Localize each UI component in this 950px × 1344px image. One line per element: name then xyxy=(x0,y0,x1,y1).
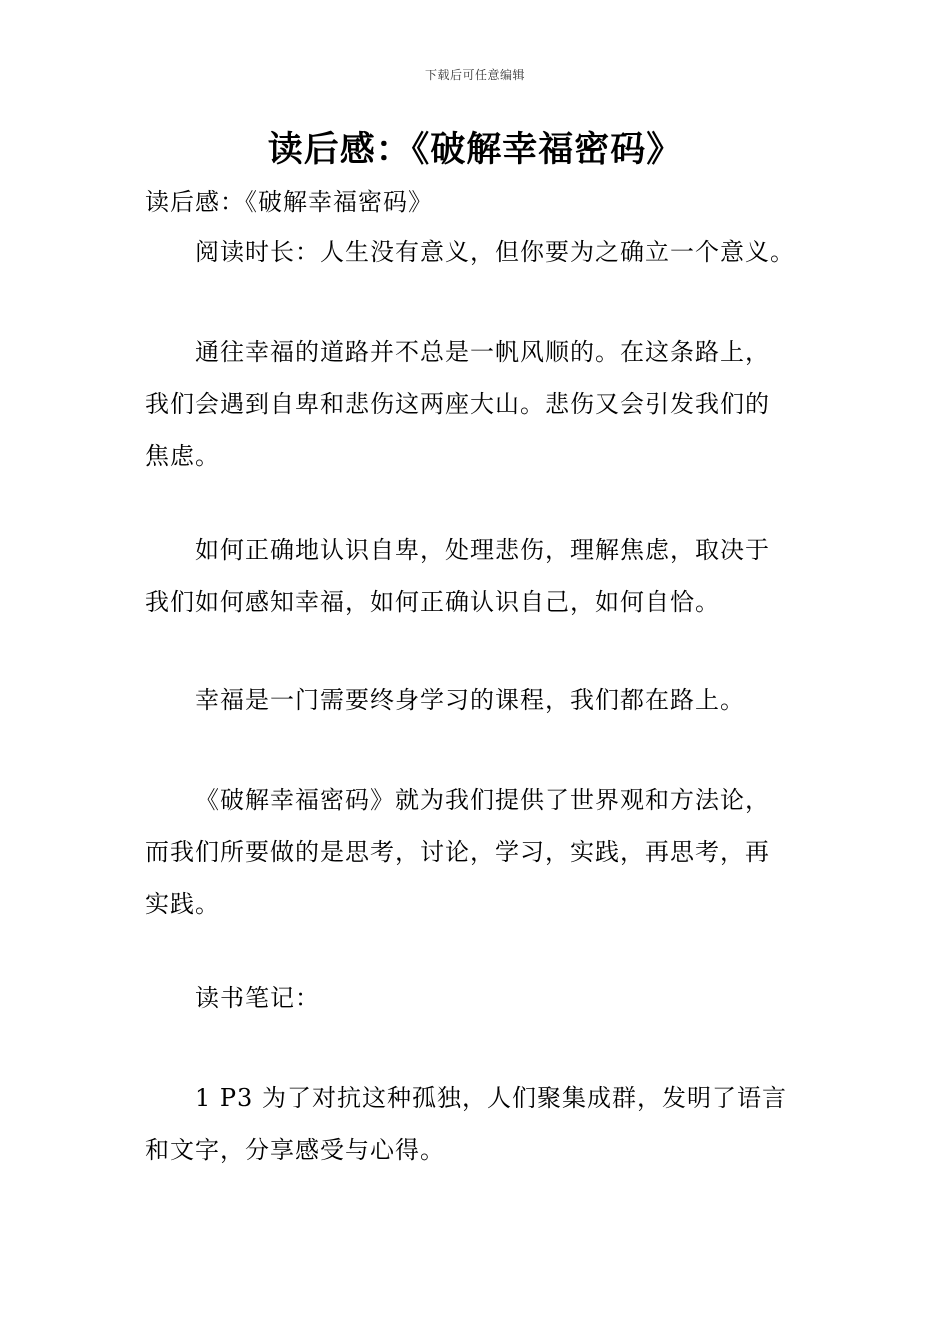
paragraph-4 xyxy=(145,674,810,726)
paragraph-line: 而我们所要做的是思考，讨论，学习，实践，再思考，再 xyxy=(145,838,770,866)
paragraph-line: 我们会遇到自卑和悲伤这两座大山。悲伤又会引发我们的 xyxy=(145,390,770,418)
paragraph-line: 阅读时长：人生没有意义，但你要为之确立一个意义。 xyxy=(195,238,795,266)
paragraph-line: 我们如何感知幸福，如何正确认识自己，如何自恰。 xyxy=(145,588,720,616)
paragraph-line: 1 P3 为了对抗这种孤独，人们聚集成群，发明了语言 xyxy=(195,1084,787,1112)
paragraph-line: 《破解幸福密码》就为我们提供了世界观和方法论， xyxy=(195,786,770,814)
paragraph-line: 读书笔记： xyxy=(195,984,320,1012)
paragraph-line: 和文字，分享感受与心得。 xyxy=(145,1136,445,1164)
document-title: 读后感：《破解幸福密码》 xyxy=(267,130,683,170)
paragraph-3 xyxy=(145,524,810,628)
paragraph-line: 通往幸福的道路并不总是一帆风顺的。在这条路上， xyxy=(195,338,770,366)
paragraph-line: 实践。 xyxy=(145,890,220,918)
paragraph-7 xyxy=(145,1072,810,1176)
paragraph-2 xyxy=(145,326,810,482)
paragraph-5 xyxy=(145,774,810,930)
page-header: 下载后可任意编辑 xyxy=(424,68,525,82)
paragraph-line: 如何正确地认识自卑，处理悲伤，理解焦虑，取决于 xyxy=(195,536,770,564)
paragraph-6 xyxy=(145,972,810,1024)
subtitle-line: 读后感：《破解幸福密码》 xyxy=(145,188,433,216)
paragraph-line: 焦虑。 xyxy=(145,442,220,470)
paragraph-line: 幸福是一门需要终身学习的课程，我们都在路上。 xyxy=(195,686,745,714)
document-subtitle xyxy=(145,176,810,228)
paragraph-1 xyxy=(145,226,810,278)
